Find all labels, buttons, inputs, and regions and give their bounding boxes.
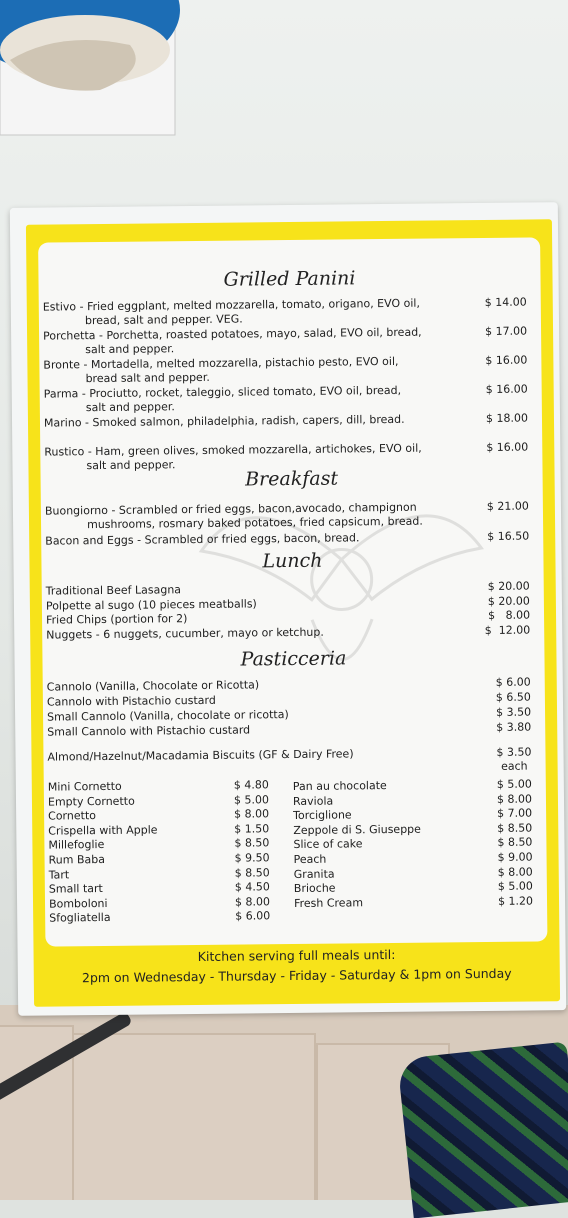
menu-item-price: $ 4.50 (234, 880, 270, 894)
pastry-left-column (48, 778, 280, 926)
menu-item-name: Small Cannolo with Pistachio custard (47, 723, 251, 739)
menu-item-name: Sfogliatella (49, 911, 111, 925)
menu-item-price: $ 6.00 (495, 675, 531, 689)
menu-item-description: Parma - Prociutto, rocket, taleggio, sliced tomato, EVO oil, bread, (43, 383, 402, 401)
menu-item-price: $ 21.00 (486, 499, 529, 513)
section-title-breakfast: Breakfast (245, 467, 339, 491)
menu-item-price: $ 16.00 (485, 353, 528, 367)
menu-item (45, 499, 539, 532)
kitchen-hours-footer (34, 943, 560, 989)
section-title-pasticceria: Pasticceria (240, 647, 347, 671)
menu-item-name: Tart (48, 867, 70, 882)
footer-line-1: Kitchen serving full meals until: (197, 946, 396, 965)
menu-item-price: $ 16.50 (487, 529, 530, 543)
menu-item (44, 382, 538, 415)
menu-item-price: $ 8.00 (234, 807, 270, 821)
menu-item-price: $ 5.00 (233, 792, 270, 807)
menu-item-description: Marino - Smoked salmon, philadelphia, radish, capers, dill, bread. (43, 412, 405, 430)
menu-item-name: Crispella with Apple (48, 823, 158, 838)
menu-item (49, 910, 279, 927)
menu-item-price: $ 20.00 (487, 579, 530, 593)
menu-item-price: $ 6.50 (495, 690, 531, 704)
menu-item-price: $ 5.00 (496, 777, 532, 791)
menu-item-name: Raviola (292, 794, 334, 808)
menu-item-name: Polpette al sugo (10 pieces meatballs) (45, 596, 257, 613)
menu-item-price: $ 3.50 (495, 705, 532, 719)
plaid-cloth-image (397, 1042, 568, 1218)
menu-item-price: $ 12.00 (484, 623, 531, 637)
menu-item-price: $ 14.00 (484, 295, 527, 309)
section-title-grilled-panini: Grilled Panini (223, 267, 356, 291)
menu-item-name: Fried Chips (portion for 2) (45, 612, 188, 627)
menu-item-name: Small tart (48, 882, 103, 896)
menu-item-price: $ 8.50 (497, 821, 533, 835)
menu-item-name: Almond/Hazelnut/Macadamia Biscuits (GF & Dairy Free) (47, 747, 354, 764)
menu-item-description-cont: bread, salt and pepper. VEG. (84, 312, 243, 328)
food-container-image (0, 0, 195, 140)
menu-item (43, 324, 537, 357)
menu-item-name: Cornetto (48, 809, 97, 823)
menu-item-description: Estivo - Fried eggplant, melted mozzarella, tomato, origano, EVO oil, (42, 296, 421, 314)
menu-item-description-cont: salt and pepper. (85, 342, 175, 357)
menu-item-price: $ 1.20 (497, 894, 534, 908)
section-title-lunch: Lunch (262, 549, 323, 573)
menu-item-name: Zeppole di S. Giuseppe (293, 822, 421, 837)
menu-item-price: $ 3.80 (496, 720, 532, 734)
menu-item-name: Granita (293, 867, 335, 881)
menu-item-description: Bacon and Eggs - Scrambled or fried eggs, bacon, bread. (45, 531, 360, 548)
menu-item-price: $ 9.00 (497, 850, 533, 864)
menu-item-price: $ 3.50 (496, 745, 532, 759)
menu-item-description: Rustico - Ham, green olives, smoked mozzarella, artichokes, EVO oil, (44, 441, 422, 459)
menu-item-name: Cannolo (Vanilla, Chocolate or Ricotta) (46, 678, 260, 694)
menu-item-name: Fresh Cream (293, 896, 364, 910)
menu-item-price: $ 18.00 (485, 411, 529, 425)
menu-item-price: $ 6.00 (235, 909, 271, 923)
menu-item-name: Torciglione (293, 808, 352, 823)
menu-item-price: $ 8.50 (234, 865, 270, 880)
menu-item-price: $ 8.00 (234, 895, 271, 909)
menu-item-name: Peach (293, 852, 327, 866)
menu-item-description-cont: salt and pepper. (86, 458, 176, 473)
menu-item-name: Pan au chocolate (292, 779, 387, 794)
menu-item (43, 353, 537, 386)
biscuits-item (47, 745, 541, 773)
footer-line-2: 2pm on Wednesday - Thursday - Friday - Saturday & 1pm on Sunday (81, 965, 512, 986)
pastry-right-column (293, 777, 539, 911)
menu-item-price: $ 4.80 (233, 778, 269, 792)
menu-item-name: Nuggets - 6 nuggets, cucumber, mayo or ketchup. (46, 625, 324, 642)
menu-item-price: $ 8.00 (487, 608, 531, 622)
menu-item-price: $ 7.00 (497, 806, 533, 821)
menu-card (26, 219, 560, 1006)
menu-item-price: $ 17.00 (484, 324, 528, 338)
menu-item-name: Mini Cornetto (47, 779, 122, 794)
menu-item-name: Millefoglie (48, 838, 105, 852)
menu-item-name: Cannolo with Pistachio custard (46, 693, 216, 709)
menu-item-price: $ 8.00 (496, 792, 533, 806)
menu-item-price: $ 9.50 (234, 851, 270, 865)
menu-item-name: Empty Cornetto (47, 794, 135, 809)
menu-item-description-cont: bread salt and pepper. (85, 370, 210, 386)
menu-item-name: Slice of cake (293, 837, 363, 852)
menu-item (43, 295, 537, 328)
menu-inner-panel (38, 237, 547, 946)
menu-item-description-cont: mushrooms, rosmary baked potatoes, fried capsicum, bread. (86, 514, 423, 532)
menu-item-name: Brioche (293, 881, 336, 896)
menu-item (294, 894, 539, 911)
menu-item-price: $ 16.00 (486, 440, 529, 454)
menu-item-price: $ 8.00 (497, 865, 533, 879)
menu-item-name: Rum Baba (48, 852, 105, 867)
menu-item-name: Small Cannolo (Vanilla, chocolate or ricotta) (47, 708, 289, 724)
menu-item-description-cont: salt and pepper. (85, 400, 175, 415)
menu-item-price: $ 8.50 (234, 836, 270, 851)
menu-item-price: $ 16.00 (485, 382, 528, 396)
menu-item-price: $ 20.00 (487, 594, 530, 608)
menu-item-description: Bronte - Mortadella, melted mozzarella, pistachio pesto, EVO oil, (43, 354, 399, 372)
menu-item-name: Traditional Beef Lasagna (45, 583, 182, 598)
menu-item-price: $ 5.00 (497, 879, 533, 894)
menu-item-description: Porchetta - Porchetta, roasted potatoes, mayo, salad, EVO oil, bread, (43, 325, 422, 343)
menu-item-name: Bomboloni (48, 896, 108, 911)
menu-item-unit: each (501, 759, 528, 773)
menu-item-price: $ 8.50 (497, 835, 533, 850)
menu-item-price: $ 1.50 (234, 822, 270, 836)
menu-item-description: Buongiorno - Scrambled or fried eggs, bacon,avocado, champignon (44, 500, 417, 518)
